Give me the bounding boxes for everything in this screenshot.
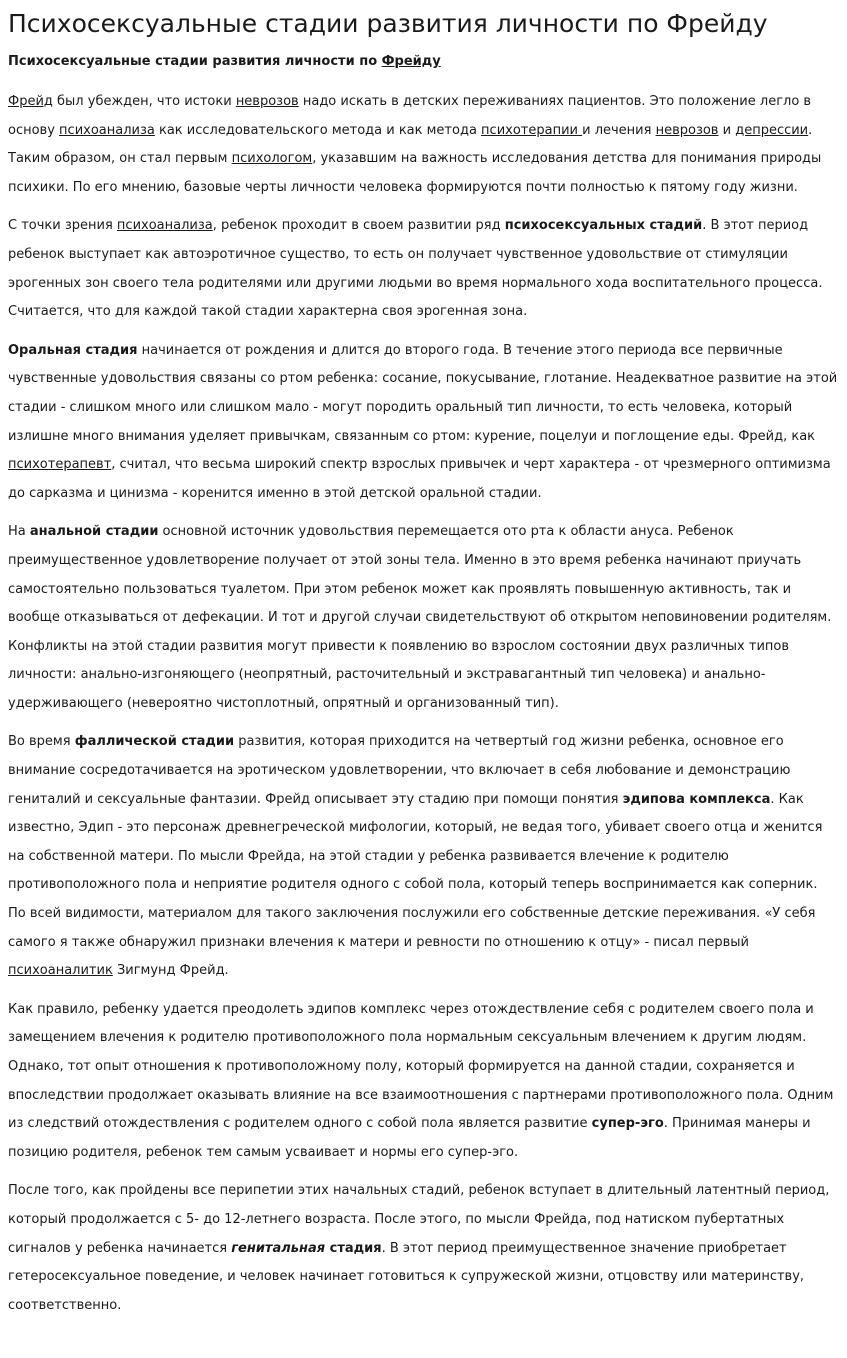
text: Зигмунд Фрейд. xyxy=(112,963,229,979)
paragraph-intro xyxy=(8,88,839,202)
term-genital-italic: генитальная xyxy=(231,1240,326,1256)
text: надо искать в детских переживаниях пациентов. Это положение легло в основу xyxy=(8,94,812,138)
term-anal-stage: анальной стадии xyxy=(29,524,159,540)
text: Во время xyxy=(8,734,75,750)
link-depression[interactable]: депрессии xyxy=(735,122,809,138)
link-psychoanalyst[interactable]: психоаналитик xyxy=(8,963,113,979)
text: На xyxy=(8,524,30,540)
text: , считал, что весьма широкий спектр взрослых привычек и черт характера - от чрезмерного оптимизма до сарказма и цинизма - коренится именно в этой детской оральной стадии. xyxy=(8,457,831,501)
text: был убежден, что истоки xyxy=(52,94,236,109)
text: , указавшим на важность исследования детства для понимания природы психики. По его мнению, базовые черты личности человека формируются почти полностью к пятому году жизни. xyxy=(8,151,822,195)
page-title: Психосексуальные стадии развития личности по Фрейду xyxy=(8,9,768,38)
text: как исследовательского метода и как метода xyxy=(154,122,482,138)
term-oedipus-complex: эдипова комплекса xyxy=(622,791,771,807)
paragraph-genital-stage xyxy=(8,1177,839,1320)
link-neuroses[interactable]: неврозов xyxy=(235,94,299,109)
text: и xyxy=(718,122,736,138)
link-freud[interactable]: Фрейд xyxy=(8,94,53,109)
text: Как правило, ребенку удается преодолеть эдипов комплекс через отождествление себя с родителем своего пола и замещением влечения к родителю противоположного пола нормальным сексуальным влечением к другим людям. Однако, тот опыт отношения к противоположному полу, который формируется на данной стадии, сохраняется и впоследствии продолжает оказывать влияние на все взаимоотношения с партнерами противоположного пола. Одним из следствий отождествления с родителем одного с собой пола является развитие xyxy=(8,1001,834,1132)
term-oral-stage: Оральная стадия xyxy=(8,342,138,358)
text: . Таким образом, он стал первым xyxy=(8,122,813,167)
term-genital xyxy=(231,1241,381,1256)
paragraph-phallic-stage xyxy=(8,728,839,985)
text: . В этот период преимущественное значение приобретает гетеросексуальное поведение, и человек начинает готовиться к супружеской жизни, отцовству или материнству, соответственно. xyxy=(8,1240,805,1313)
paragraph-stages-intro xyxy=(8,212,839,326)
paragraph-anal-stage xyxy=(8,518,839,718)
term-psychosexual-stages: психосексуальных стадий xyxy=(504,218,703,234)
link-psychotherapist[interactable]: психотерапевт xyxy=(8,457,112,473)
term-superego: супер-эго xyxy=(591,1116,664,1132)
subtitle-text: Психосексуальные стадии развития личности по xyxy=(8,54,382,69)
text: . Принимая манеры и позицию родителя, ребенок тем самым усваивает и нормы его супер-эго. xyxy=(8,1116,811,1160)
term-genital-stage-word: стадия xyxy=(325,1240,382,1256)
text: начинается от рождения и длится до второго года. В течение этого периода все первичные чувственные удовольствия связаны со ртом ребенка: сосание, покусывание, глотание. Неадекватное развитие на этой стадии - слишком много или слишком мало - могут породить оральный тип личности, то есть человека, который излишне много внимания уделяет привычкам, связанным со ртом: курение, поцелуи и поглощение еды. Фрейд, как xyxy=(8,342,838,444)
link-psychoanalysis[interactable]: психоанализа xyxy=(59,122,155,138)
text: , ребенок проходит в своем развитии ряд xyxy=(212,218,505,234)
link-psychotherapy[interactable]: психотерапии xyxy=(481,122,583,138)
text: развития, которая приходится на четвертый год жизни ребенка, основное его внимание сосредотачивается на эротическом удовлетворении, что включает в себя любование и демонстрацию гениталий и сексуальные фантазии. Фрейд описывает эту стадию при помощи понятия xyxy=(8,734,791,807)
text: С точки зрения xyxy=(8,218,117,234)
link-psychologist[interactable]: психологом xyxy=(231,151,313,167)
text: основной источник удовольствия перемещается ото рта к области ануса. Ребенок преимущественное удовлетворение получает от этой зоны тела. Именно в это время ребенка начинают приучать самостоятельно пользоваться туалетом. При этом ребенок может как проявлять повышенную активность, так и вообще отказываться от дефекации. И тот и другой случаи свидетельствуют об открытом неповиновении родителям. Конфликты на этой стадии развития могут привести к появлению во взрослом состоянии двух различных типов личности: анально-изгоняющего (неопрятный, расточительный и экстравагантный тип человека) и анально-удерживающего (невероятно чистоплотный, опрятный и организованный тип). xyxy=(8,524,832,711)
freud-link[interactable]: Фрейду xyxy=(381,54,441,69)
article-subtitle xyxy=(8,52,839,72)
term-phallic-stage: фаллической стадии xyxy=(74,734,235,750)
text: . Как известно, Эдип - это персонаж древнегреческой мифологии, который, не ведая того, убивает своего отца и женится на собственной матери. По мысли Фрейда, на этой стадии у ребенка развивается влечение к родителю противоположного пола и неприятие родителя одного с собой пола, который теперь воспринимается как соперник. По всей видимости, материалом для такого заключения послужили его собственные детские переживания. «У себя самого я также обнаружил признаки влечения к матери и ревности по отношению к отцу» - писал первый xyxy=(8,791,823,950)
paragraph-oral-stage xyxy=(8,337,839,509)
text: . В этот период ребенок выступает как автоэротичное существо, то есть он получает чувственное удовольствие от стимуляции эрогенных зон своего тела родителями или другими людьми во время нормального хода воспитательного процесса. Считается, что для каждой такой стадии характерна своя эрогенная зона. xyxy=(8,218,823,320)
link-psychoanalysis-2[interactable]: психоанализа xyxy=(116,218,213,234)
text: и лечения xyxy=(582,122,656,138)
text: После того, как пройдены все перипетии этих начальных стадий, ребенок вступает в длительный латентный период, который продолжается с 5- до 12-летнего возраста. После этого, по мысли Фрейда, под натиском пубертатных сигналов у ребенка начинается xyxy=(8,1183,830,1256)
paragraph-superego xyxy=(8,996,839,1168)
link-neuroses-2[interactable]: неврозов xyxy=(655,122,719,138)
